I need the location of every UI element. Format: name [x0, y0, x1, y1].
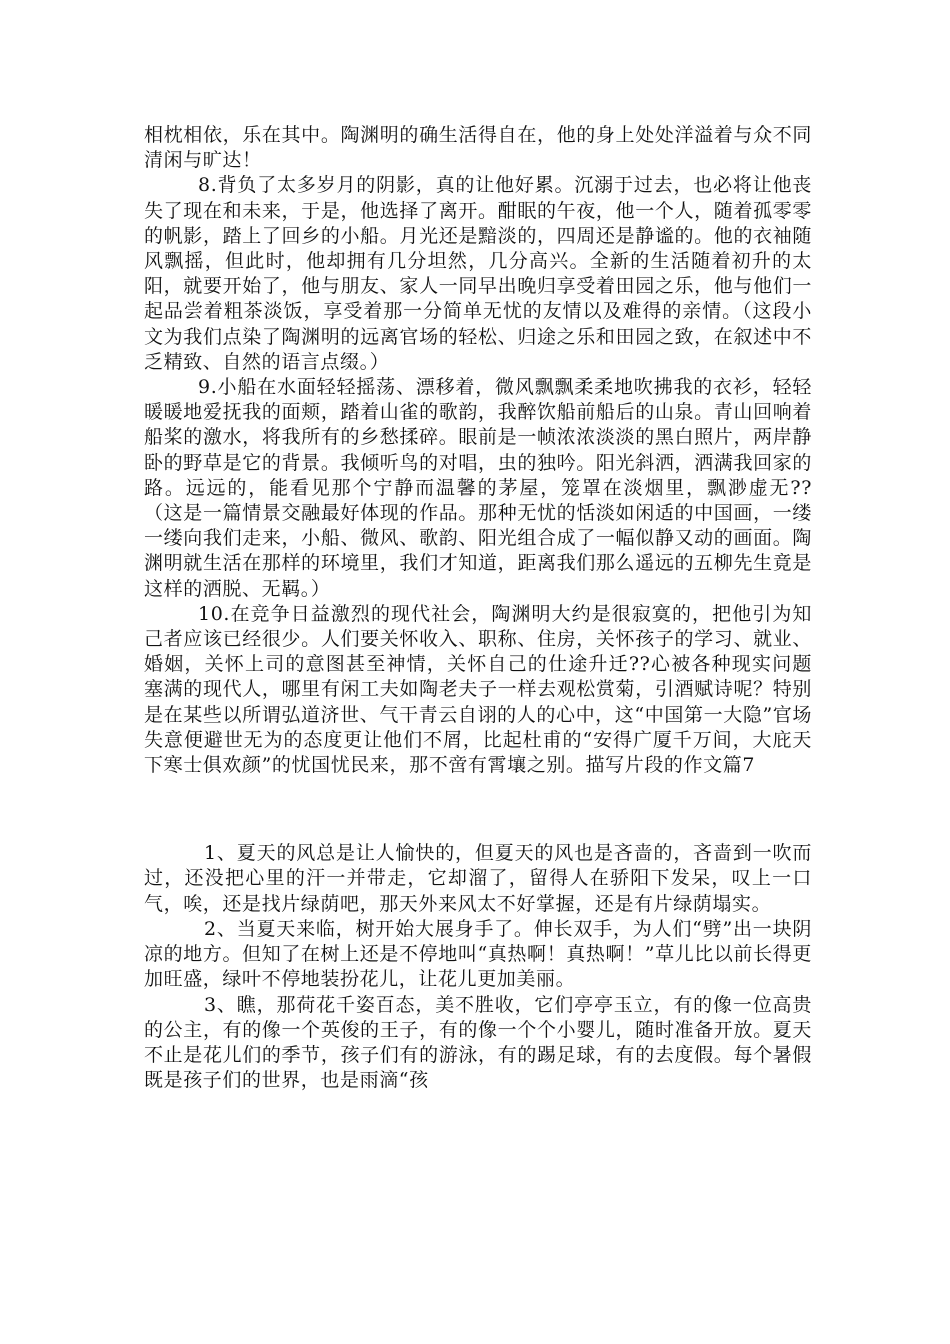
paragraph-summer-1: 1、夏天的风总是让人愉快的，但夏天的风也是吝啬的，吝啬到一吹而过，还没把心里的汗一并带走，它却溜了，留得人在骄阳下发呆，叹上一口气，唉，还是找片绿荫吧，那天外来风太不好掌握，还是有片绿荫塌实。	[144, 842, 812, 915]
section-gap	[144, 778, 812, 841]
document-page	[144, 123, 812, 1093]
paragraph-9: 9.小船在水面轻轻摇荡、漂移着，微风飘飘柔柔地吹拂我的衣衫，轻轻暖暖地爱抚我的面颊，踏着山雀的歌韵，我醉饮船前船后的山泉。青山回响着船桨的激水，将我所有的乡愁揉碎。眼前是一帧浓浓淡淡的黑白照片，两岸静卧的野草是它的背景。我倾听鸟的对唱，虫的独吟。阳光斜洒，洒满我回家的路。远远的，能看见那个宁静而温馨的茅屋，笼罩在淡烟里，飘渺虚无??（这是一篇情景交融最好体现的作品。那种无忧的恬淡如闲适的中国画，一缕一缕向我们走来，小船、微风、歌韵、阳光组合成了一幅似静又动的画面。陶渊明就生活在那样的环境里，我们才知道，距离我们那么遥远的五柳先生竟是这样的洒脱、无羁。）	[144, 376, 812, 600]
paragraph-summer-3: 3、瞧，那荷花千姿百态，美不胜收，它们亭亭玉立，有的像一位高贵的公主，有的像一个英俊的王子，有的像一个个小婴儿，随时准备开放。夏天不止是花儿们的季节，孩子们有的游泳，有的踢足球，有的去度假。每个暑假既是孩子们的世界，也是雨滴“孩	[144, 993, 812, 1092]
paragraph-continuation: 相枕相依，乐在其中。陶渊明的确生活得自在，他的身上处处洋溢着与众不同清闲与旷达！	[144, 124, 812, 172]
paragraph-10: 10.在竞争日益激烈的现代社会，陶渊明大约是很寂寞的，把他引为知己者应该已经很少。人们要关怀收入、职称、住房，关怀孩子的学习、就业、婚姻，关怀上司的意图甚至神情，关怀自己的仕途升迁??心被各种现实问题塞满的现代人，哪里有闲工夫如陶老夫子一样去观松赏菊，引酒赋诗呢？特别是在某些以所谓弘道济世、气干青云自诩的人的心中，这“中国第一大隐”官场失意便避世无为的态度更让他们不屑，比起杜甫的“安得广厦千万间，大庇天下寒士俱欢颜”的忧国忧民来，那不啻有霄壤之别。描写片段的作文篇7	[144, 602, 812, 777]
paragraph-8: 8.背负了太多岁月的阴影，真的让他好累。沉溺于过去，也必将让他丧失了现在和未来，于是，他选择了离开。酣眠的午夜，他一个人，随着孤零零的帆影，踏上了回乡的小船。月光还是黯淡的，四周还是静谧的。他的衣袖随风飘摇，但此时，他却拥有几分坦然，几分高兴。全新的生活随着初升的太阳，就要开始了，他与朋友、家人一同早出晚归享受着田园之乐，他与他们一起品尝着粗茶淡饭，享受着那一分简单无忧的友情以及难得的亲情。（这段小文为我们点染了陶渊明的远离官场的轻松、归途之乐和田园之致，在叙述中不乏精致、自然的语言点缀。）	[144, 174, 812, 373]
paragraph-summer-2: 2、当夏天来临，树开始大展身手了。伸长双手，为人们“劈”出一块阴凉的地方。但知了在树上还是不停地叫“真热啊！真热啊！”草儿比以前长得更加旺盛，绿叶不停地装扮花儿，让花儿更加美丽。	[144, 917, 812, 991]
